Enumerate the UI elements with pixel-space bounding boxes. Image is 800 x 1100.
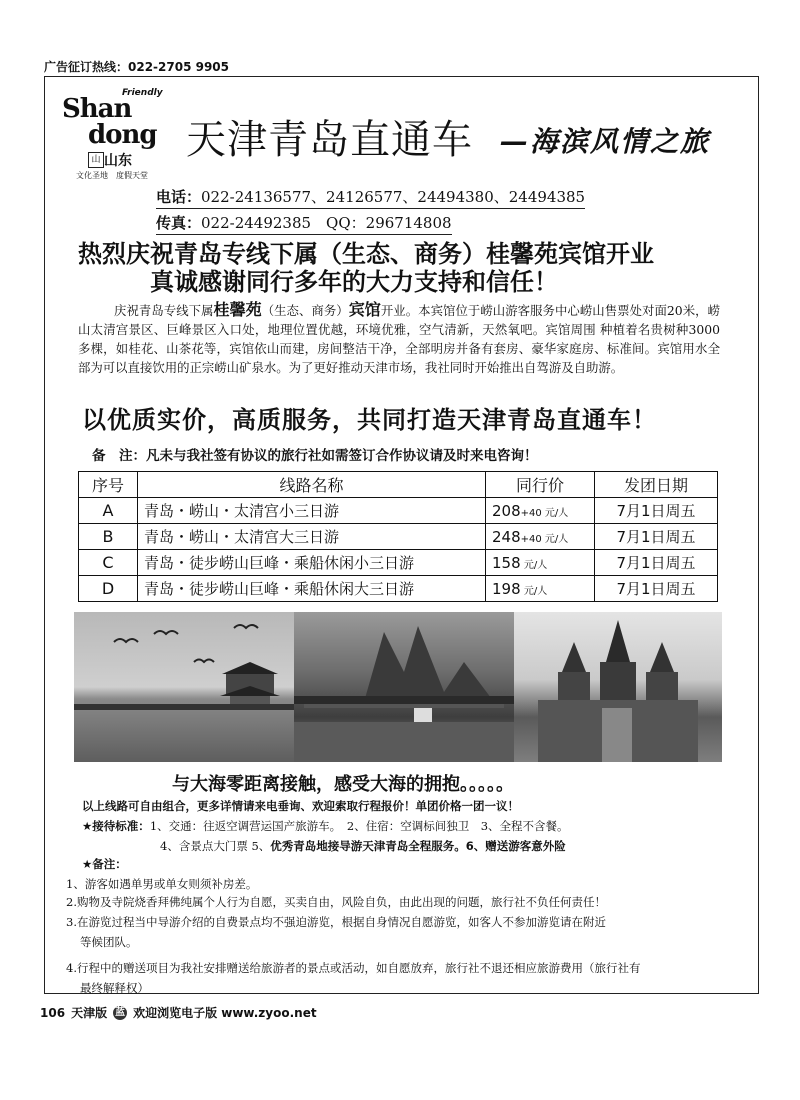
col-header-route: 线路名称 — [138, 472, 486, 498]
table-row — [79, 550, 718, 576]
price-extra: 元/人 — [520, 585, 548, 597]
intro-text-3: 开业。本宾馆位于崂山游客服务中心崂山售票处对面20米，崂山太清宫景区、巨峰景区入口处，地理位置优越，环境优雅，空气清新，天然氧吧。宾馆周围 种植着名贵树种3000多棵，如桂花、山茶花等，宾馆依山而建，房间整洁干净，全部明房并备有套房、豪华家庭房、标准间。宾馆用水全部为可以直接饮用的正宗崂山矿泉水。为了更好推动天津市场，我社同时开始推出自驾游及自助游。 — [78, 303, 720, 375]
standard-text-2a: 4、含景点大门票 5、 — [160, 839, 271, 853]
slogan: 以优质实价，高质服务，共同打造天津青岛直通车！ — [82, 405, 657, 434]
page-footer — [40, 1004, 317, 1021]
headline-1: 热烈庆祝青岛专线下属（生态、商务）桂馨苑宾馆开业 — [78, 239, 654, 268]
footer-text: 欢迎浏览电子版 www.zyoo.net — [133, 1006, 317, 1020]
hotel-name: 桂馨苑 — [213, 300, 262, 319]
price-value: 198 — [492, 579, 521, 598]
standard-text-1: 1、交通：往返空调营运国产旅游车。 2、住宿：空调标间独卫 3、全程不含餐。 — [149, 819, 569, 833]
route-no: A — [79, 498, 138, 524]
route-name: 青岛・崂山・太清宫小三日游 — [138, 498, 486, 524]
route-name: 青岛・崂山・太清宫大三日游 — [138, 524, 486, 550]
mountain-scene — [294, 612, 514, 762]
phone-label: 电话： — [156, 188, 202, 206]
edition-label: 天津版 — [71, 1006, 108, 1020]
remark-label-text: ★备注： — [82, 857, 127, 871]
route-name: 青岛・徒步崂山巨峰・乘船休闲小三日游 — [138, 550, 486, 576]
seaside-pavilion-photo — [74, 612, 294, 762]
route-no: C — [79, 550, 138, 576]
logo-seal-icon: 山 — [88, 152, 104, 168]
col-header-price: 同行价 — [486, 472, 595, 498]
route-price — [486, 524, 595, 550]
table-row — [79, 576, 718, 602]
logo-dong: dong — [88, 120, 157, 150]
route-date: 7月1日周五 — [595, 524, 718, 550]
route-no: D — [79, 576, 138, 602]
route-price — [486, 498, 595, 524]
route-no: B — [79, 524, 138, 550]
fax-line — [156, 212, 452, 235]
remark-1: 1、游客如遇单男或单女则须补房差。 — [66, 877, 258, 891]
remark-3a: 3.在游览过程当中导游介绍的自费景点均不强迫游览，根据自身情况自愿游览，如客人不参加游览请在附近 — [66, 915, 606, 929]
headline-2: 真诚感谢同行多年的大力支持和信任！ — [150, 267, 558, 296]
standard-line-2 — [160, 838, 566, 854]
logo-slogan: 文化圣地 度假天堂 — [76, 171, 148, 180]
intro-text-1: 庆祝青岛专线下属 — [114, 303, 214, 318]
photo-caption: 与大海零距离接触，感受大海的拥抱。。。。。 — [172, 774, 514, 795]
route-date: 7月1日周五 — [595, 550, 718, 576]
hotel-intro — [78, 300, 720, 377]
route-date: 7月1日周五 — [595, 498, 718, 524]
phone-numbers: 022-24136577、24126577、24494380、24494385 — [201, 188, 586, 206]
badge-icon: 蓝 — [115, 1006, 126, 1018]
fax-label: 传真： — [156, 214, 202, 232]
combo-note: 以上线路可自由组合，更多详情请来电垂询、欢迎索取行程报价！单团价格一团一议！ — [82, 799, 519, 813]
laoshan-mountain-photo — [294, 612, 514, 762]
page-number: 106 — [40, 1005, 66, 1020]
route-date: 7月1日周五 — [595, 576, 718, 602]
price-extra: +40 元/人 — [520, 533, 569, 545]
standard-text-2b: 优秀青岛地接导游天津青岛全程服务。6、赠送游客意外险 — [270, 839, 566, 853]
remark-4b: 最终解释权） — [80, 981, 149, 995]
remark-2: 2.购物及寺院烧香拜佛纯属个人行为自愿，买卖自由，风险自负，由此出现的问题，旅行社不负任何责任！ — [66, 895, 606, 909]
fax-number: 022-24492385 QQ：296714808 — [201, 214, 452, 232]
logo-friendly: Friendly — [122, 88, 163, 98]
cooperation-note: 备 注：凡未与我社签有协议的旅行社如需签订合作协议请及时来电咨询！ — [92, 448, 538, 464]
col-header-date: 发团日期 — [595, 472, 718, 498]
table-row — [79, 498, 718, 524]
ad-hotline: 广告征订热线：022-2705 9905 — [44, 60, 230, 74]
standard-label: ★接待标准： — [82, 819, 150, 833]
shandong-logo — [60, 88, 170, 184]
standard-line-1 — [82, 818, 569, 834]
temple-scene — [514, 612, 722, 762]
price-extra: 元/人 — [520, 559, 548, 571]
temple-gate-photo — [514, 612, 722, 762]
table-row — [79, 524, 718, 550]
remark-label — [82, 856, 127, 872]
route-table — [78, 471, 718, 602]
route-price — [486, 550, 595, 576]
logo-cn: 山东 — [104, 153, 132, 169]
hotel-type: 宾馆 — [348, 300, 381, 319]
pavilion-scene — [74, 612, 294, 762]
page-title: 天津青岛直通车 — [186, 117, 473, 163]
price-extra: +40 元/人 — [520, 507, 569, 519]
intro-text-2: （生态、商务） — [261, 303, 349, 318]
remark-4a: 4.行程中的赠送项目为我社安排赠送给旅游者的景点或活动，如自愿放弃，旅行社不退还相应旅游费用（旅行社有 — [66, 961, 641, 975]
route-name: 青岛・徒步崂山巨峰・乘船休闲大三日游 — [138, 576, 486, 602]
remark-3b: 等候团队。 — [80, 935, 138, 949]
route-price — [486, 576, 595, 602]
page-subtitle: —海滨风情之旅 — [500, 125, 711, 158]
col-header-no: 序号 — [79, 472, 138, 498]
phone-line — [156, 186, 585, 209]
price-value: 158 — [492, 553, 521, 572]
price-value: 208 — [492, 501, 521, 520]
logo-shan: Shan — [62, 94, 132, 124]
price-value: 248 — [492, 527, 521, 546]
